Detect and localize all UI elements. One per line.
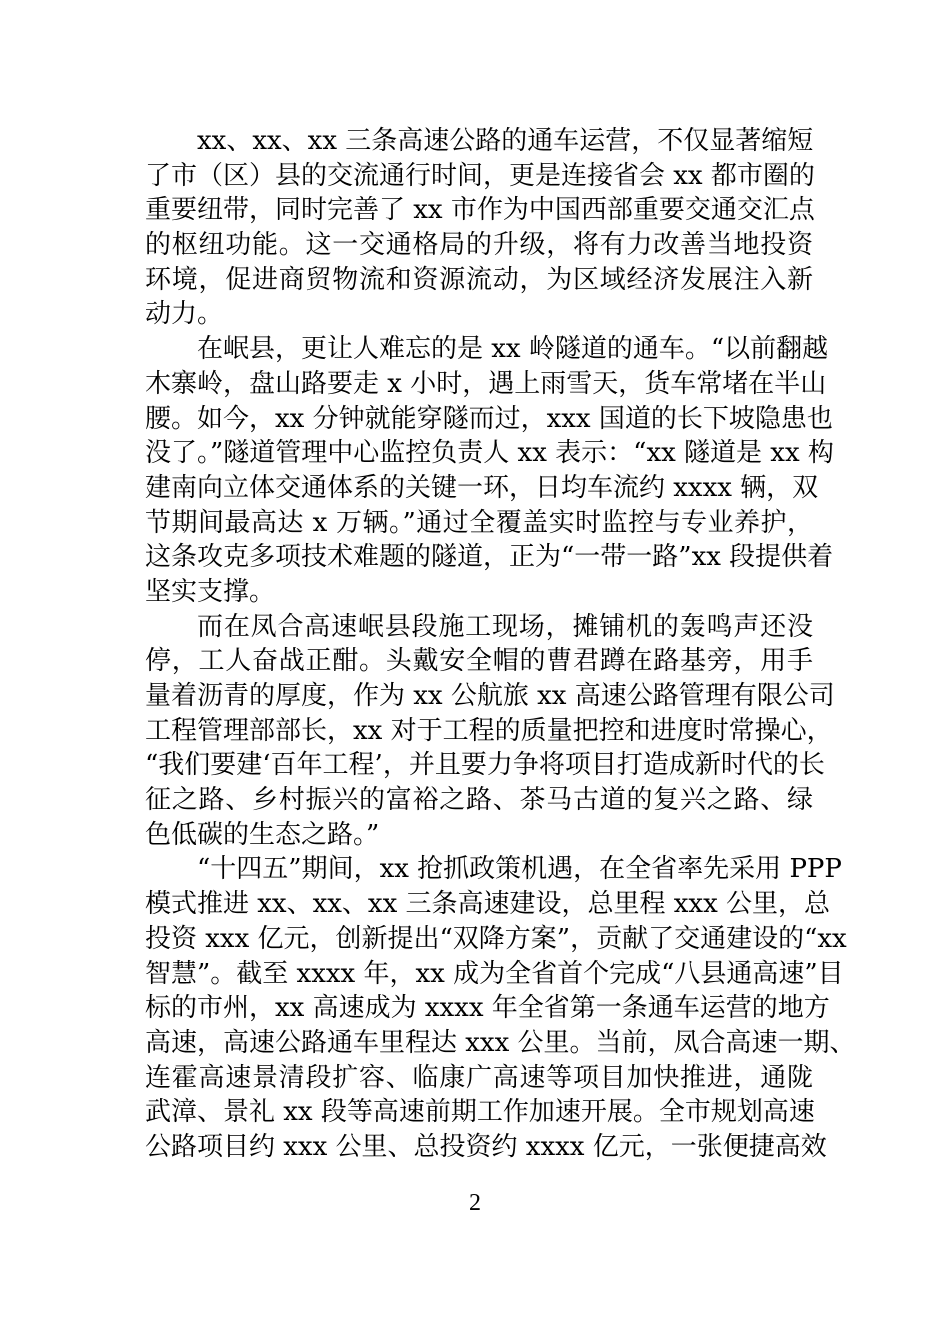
text-line: 而在凤合高速岷县段施工现场，摊铺机的轰鸣声还没: [197, 611, 813, 642]
text-line: “我们要建‘百年工程’，并且要力争将项目打造成新时代的长: [145, 750, 825, 781]
text-line: 征之路、乡村振兴的富裕之路、茶马古道的复兴之路、绿: [145, 785, 813, 816]
body-text: [145, 124, 856, 1165]
text-line: 停，工人奋战正酣。头戴安全帽的曹君蹲在路基旁，用手: [145, 646, 813, 677]
text-line: 武漳、景礼 xx 段等高速前期工作加速开展。全市规划高速: [145, 1097, 815, 1128]
text-line: 腰。如今，xx 分钟就能穿隧而过，xxx 国道的长下坡隐患也: [145, 403, 833, 434]
paragraph-2: [145, 332, 834, 610]
paragraph-1: [145, 124, 813, 332]
text-line: 这条攻克多项技术难题的隧道，正为“一带一路”xx 段提供着: [145, 542, 834, 573]
text-line: 投资 xxx 亿元，创新提出“双降方案”，贡献了交通建设的“xx: [145, 923, 847, 954]
text-line: 动力。: [145, 299, 224, 330]
text-line: 连霍高速景清段扩容、临康广高速等项目加快推进，通陇: [145, 1062, 813, 1093]
paragraph-3: [145, 610, 835, 853]
text-line: 在岷县，更让人难忘的是 xx 岭隧道的通车。“以前翻越: [197, 334, 829, 365]
text-line: 量着沥青的厚度，作为 xx 公航旅 xx 高速公路管理有限公司: [145, 681, 835, 711]
text-line: 木寨岭，盘山路要走 x 小时，遇上雨雪天，货车常堵在半山: [145, 368, 827, 399]
text-line: 建南向立体交通体系的关键一环，日均车流约 xxxx 辆，双: [145, 472, 819, 503]
page-number: 2: [469, 1190, 481, 1216]
text-line: 智慧”。截至 xxxx 年，xx 成为全省首个完成“八县通高速”目: [145, 958, 844, 989]
paragraph-4: [145, 852, 856, 1164]
text-line: xx、xx、xx 三条高速公路的通车运营，不仅显著缩短: [197, 126, 814, 156]
text-line: 模式推进 xx、xx、xx 三条高速建设，总里程 xxx 公里，总: [145, 889, 831, 920]
text-line: 没了。”隧道管理中心监控负责人 xx 表示：“xx 隧道是 xx 构: [145, 438, 834, 469]
text-line: 重要纽带，同时完善了 xx 市作为中国西部重要交通交汇点: [145, 195, 815, 226]
text-line: 工程管理部部长，xx 对于工程的质量把控和进度时常操心，: [145, 715, 833, 746]
text-line: 坚实支撑。: [145, 576, 276, 607]
text-line: 标的市州，xx 高速成为 xxxx 年全省第一条通车运营的地方: [145, 993, 830, 1024]
text-line: 环境，促进商贸物流和资源流动，为区域经济发展注入新: [145, 264, 813, 295]
text-line: 色低碳的生态之路。”: [145, 819, 380, 850]
text-line: 节期间最高达 x 万辆。”通过全覆盖实时监控与专业养护，: [145, 507, 813, 538]
text-line: “十四五”期间，xx 抢抓政策机遇，在全省率先采用 PPP: [197, 854, 842, 885]
text-line: 了市（区）县的交流通行时间，更是连接省会 xx 都市圈的: [145, 160, 815, 191]
text-line: 高速，高速公路通车里程达 xxx 公里。当前，凤合高速一期、: [145, 1027, 856, 1058]
text-line: 的枢纽功能。这一交通格局的升级，将有力改善当地投资: [145, 230, 813, 261]
text-line: 公路项目约 xxx 公里、总投资约 xxxx 亿元，一张便捷高效: [145, 1131, 827, 1162]
